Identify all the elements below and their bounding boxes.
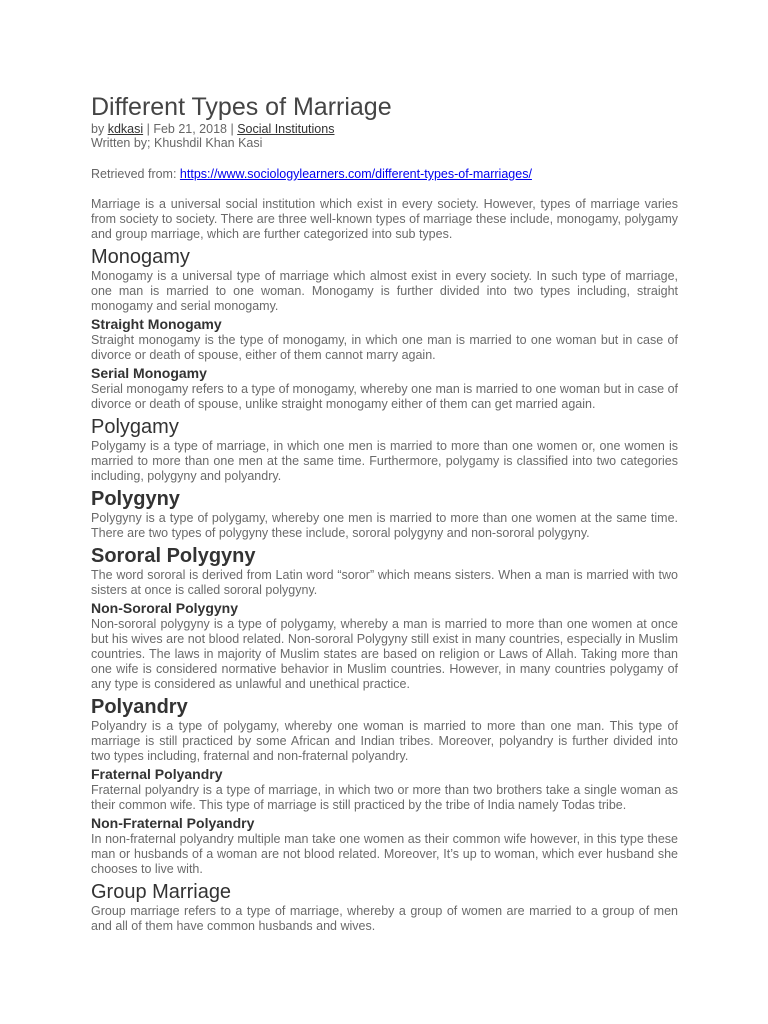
- source-url-link[interactable]: https://www.sociologylearners.com/different-types-of-marriages/: [179, 167, 532, 181]
- paragraph-non-fraternal-polyandry: In non-fraternal polyandry multiple man take one women as their common wife however, in this type these man or husbands of a woman are not blood related. Moreover, It’s up to woman, which ever husband she chooses to live with.: [91, 832, 678, 876]
- heading-serial-monogamy: Serial Monogamy: [91, 365, 207, 381]
- written-by: Written by; Khushdil Khan Kasi: [91, 136, 263, 150]
- paragraph-serial-monogamy: Serial monogamy refers to a type of monogamy, whereby one man is married to one woman but in case of divorce or death of spouse, unlike straight monogamy either of them can get married again.: [91, 382, 678, 411]
- paragraph-non-sororal-polygyny: Non-sororal polygyny is a type of polygamy, whereby a man is married to more than one women at once but his wives are not blood related. Non-sororal Polygyny still exist in many countries, especially in Muslim countries. The laws in majority of Muslim states are based on religion or Laws of Allah. Taking more than one wife is considered normative behavior in Muslim countries. However, in many countries polygamy of any type is considered as unlawful and unethical practice.: [91, 617, 678, 691]
- heading-fraternal-polyandry: Fraternal Polyandry: [91, 766, 223, 782]
- by-label: by: [91, 122, 108, 136]
- heading-polyandry: Polyandry: [91, 696, 188, 718]
- paragraph-monogamy: Monogamy is a universal type of marriage which almost exist in every society. In such type of marriage, one man is married to one woman. Monogamy is further divided into two types including, straight monogamy and serial monogamy.: [91, 269, 678, 313]
- post-meta: [91, 122, 678, 136]
- heading-group-marriage: Group Marriage: [91, 881, 232, 903]
- paragraph-sororal-polygyny: The word sororal is derived from Latin word “soror” which means sisters. When a man is married with two sisters at once is called sororal polygyny.: [91, 568, 678, 597]
- heading-sororal-polygyny: Sororal Polygyny: [91, 545, 256, 567]
- paragraph-polyandry: Polyandry is a type of polygamy, whereby one woman is married to more than one man. This type of marriage is still practiced by some African and Indian tribes. Moreover, polyandry is further divided into two types including, fraternal and non-fraternal polyandry.: [91, 719, 678, 763]
- retrieved-label: Retrieved from:: [91, 167, 180, 181]
- category-link[interactable]: Social Institutions: [237, 122, 335, 136]
- retrieved-from: [91, 167, 678, 181]
- paragraph-group-marriage: Group marriage refers to a type of marriage, whereby a group of women are married to a group of men and all of them have common husbands and wives.: [91, 904, 678, 933]
- heading-non-sororal-polygyny: Non-Sororal Polygyny: [91, 600, 239, 616]
- paragraph-straight-monogamy: Straight monogamy is the type of monogamy, in which one man is married to one woman but in case of divorce or death of spouse, either of them cannot marry again.: [91, 333, 678, 362]
- page-title: Different Types of Marriage: [91, 93, 392, 121]
- author-link[interactable]: kdkasi: [107, 122, 144, 136]
- intro-paragraph: Marriage is a universal social institution which exist in every society. However, types of marriage varies from society to society. There are three well-known types of marriage these include, monogamy, polygamy and group marriage, which are further categorized into sub types.: [91, 197, 678, 241]
- date-text: | Feb 21, 2018 |: [143, 122, 238, 136]
- heading-straight-monogamy: Straight Monogamy: [91, 316, 222, 332]
- heading-monogamy: Monogamy: [91, 246, 190, 268]
- heading-polygamy: Polygamy: [91, 416, 179, 438]
- paragraph-polygyny: Polygyny is a type of polygamy, whereby one men is married to more than one women at the same time. There are two types of polygyny these include, sororal polygyny and non-sororal polygyny.: [91, 511, 678, 540]
- heading-polygyny: Polygyny: [91, 488, 180, 510]
- paragraph-polygamy: Polygamy is a type of marriage, in which one men is married to more than one women or, one women is married to more than one men at the same time. Furthermore, polygamy is classified into two categories including, polygyny and polyandry.: [91, 439, 678, 483]
- paragraph-fraternal-polyandry: Fraternal polyandry is a type of marriage, in which two or more than two brothers take a single woman as their common wife. This type of marriage is still practiced by the tribe of India namely Todas tribe.: [91, 783, 678, 812]
- heading-non-fraternal-polyandry: Non-Fraternal Polyandry: [91, 815, 255, 831]
